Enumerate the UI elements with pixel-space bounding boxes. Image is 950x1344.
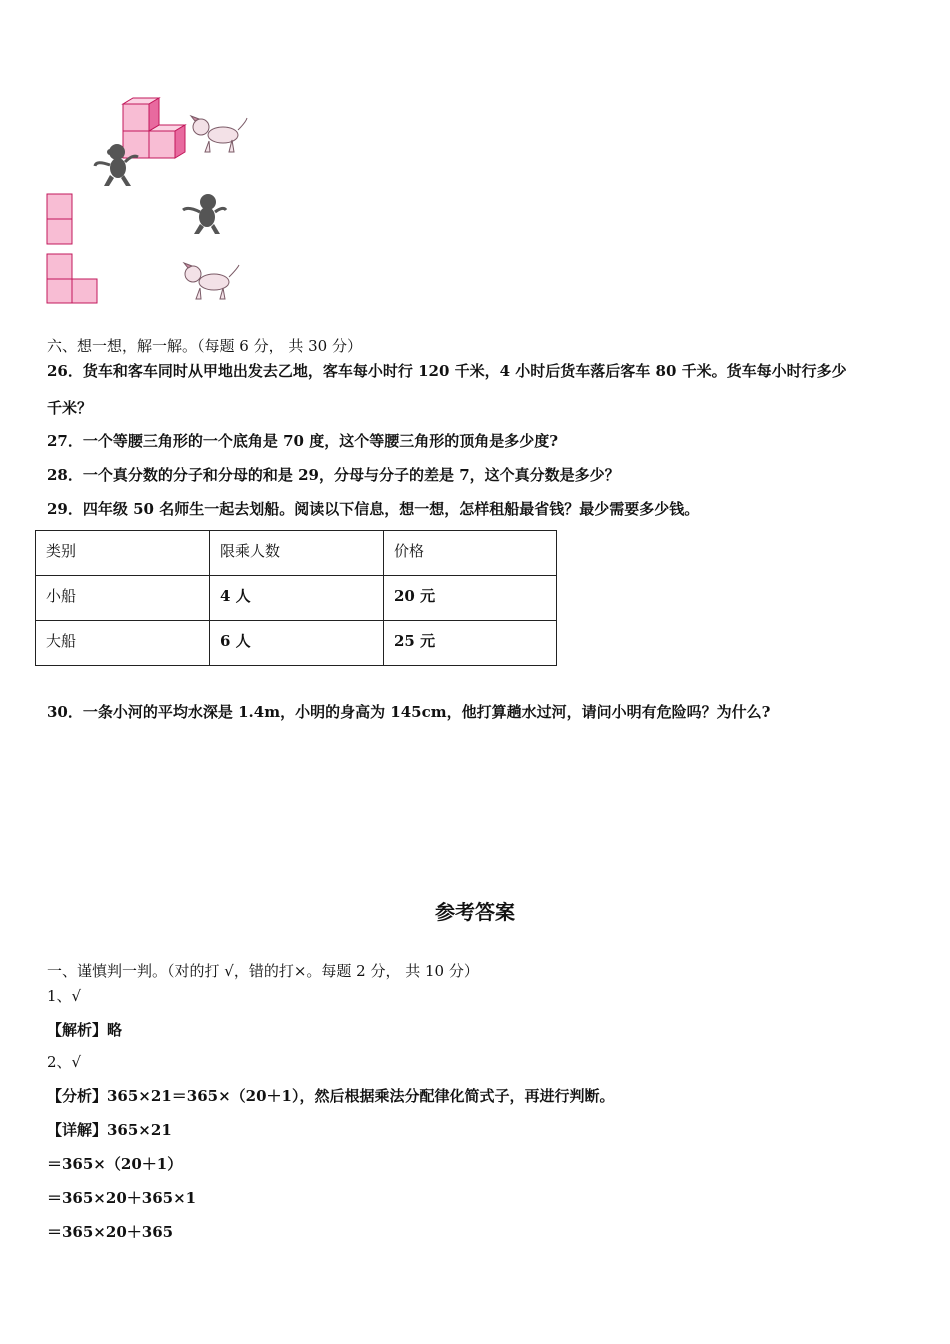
question-27: 27．一个等腰三角形的一个底角是 70 度，这个等腰三角形的顶角是多少度? bbox=[47, 432, 558, 450]
question-26-cont: 千米？ bbox=[47, 399, 93, 417]
answer-2-analysis: 【分析】365×21＝365×（20＋1），然后根据乘法分配律化简式子，再进行判断。 bbox=[47, 1087, 615, 1105]
calc-step: ＝365×20＋365×1 bbox=[47, 1189, 197, 1207]
table-header-cell: 类别 bbox=[36, 531, 210, 576]
table-header-cell: 价格 bbox=[384, 531, 557, 576]
question-28: 28．一个真分数的分子和分母的和是 29，分母与分子的差是 7，这个真分数是多少？ bbox=[47, 466, 620, 484]
calc-step: ＝365×20＋365 bbox=[47, 1223, 174, 1241]
table-row bbox=[36, 576, 557, 621]
question-29: 29．四年级 50 名师生一起去划船。阅读以下信息，想一想，怎样租船最省钱？最少需要多少钱。 bbox=[47, 500, 700, 518]
answer-1-analysis: 【解析】略 bbox=[47, 1021, 123, 1039]
boat-price-table bbox=[35, 530, 557, 666]
calc-step: ＝365×（20＋1） bbox=[47, 1155, 183, 1173]
section-heading: 六、想一想，解一解。（每题 6 分， 共 30 分） bbox=[47, 337, 362, 355]
answer-section-heading: 一、谨慎判一判。（对的打 √，错的打×。每题 2 分， 共 10 分） bbox=[47, 962, 479, 980]
answer-1: 1、√ bbox=[47, 987, 82, 1005]
table-cell: 20 元 bbox=[384, 576, 557, 621]
table-row bbox=[36, 621, 557, 666]
view-side bbox=[47, 254, 97, 303]
view-front bbox=[47, 194, 72, 244]
dog-icon bbox=[184, 263, 239, 299]
table-header-cell: 限乘人数 bbox=[210, 531, 384, 576]
table-header-row bbox=[36, 531, 557, 576]
table-cell: 25 元 bbox=[384, 621, 557, 666]
table-cell: 小船 bbox=[36, 576, 210, 621]
dog-icon bbox=[191, 116, 247, 152]
cube-solid bbox=[123, 98, 185, 158]
table-cell: 大船 bbox=[36, 621, 210, 666]
views-figure bbox=[0, 0, 950, 320]
answer-2-detail: 【详解】365×21 bbox=[47, 1121, 172, 1139]
question-30: 30．一条小河的平均水深是 1.4m，小明的身高为 145cm，他打算趟水过河，请问小明有危险吗？为什么? bbox=[47, 703, 771, 721]
page-title: 参考答案 bbox=[435, 900, 515, 924]
table-cell: 6 人 bbox=[210, 621, 384, 666]
table-cell: 4 人 bbox=[210, 576, 384, 621]
answer-2: 2、√ bbox=[47, 1053, 82, 1071]
question-26: 26．货车和客车同时从甲地出发去乙地，客车每小时行 120 千米，4 小时后货车落后客车 80 千米。货车每小时行多少 bbox=[47, 362, 847, 380]
monkey-icon bbox=[183, 194, 226, 234]
